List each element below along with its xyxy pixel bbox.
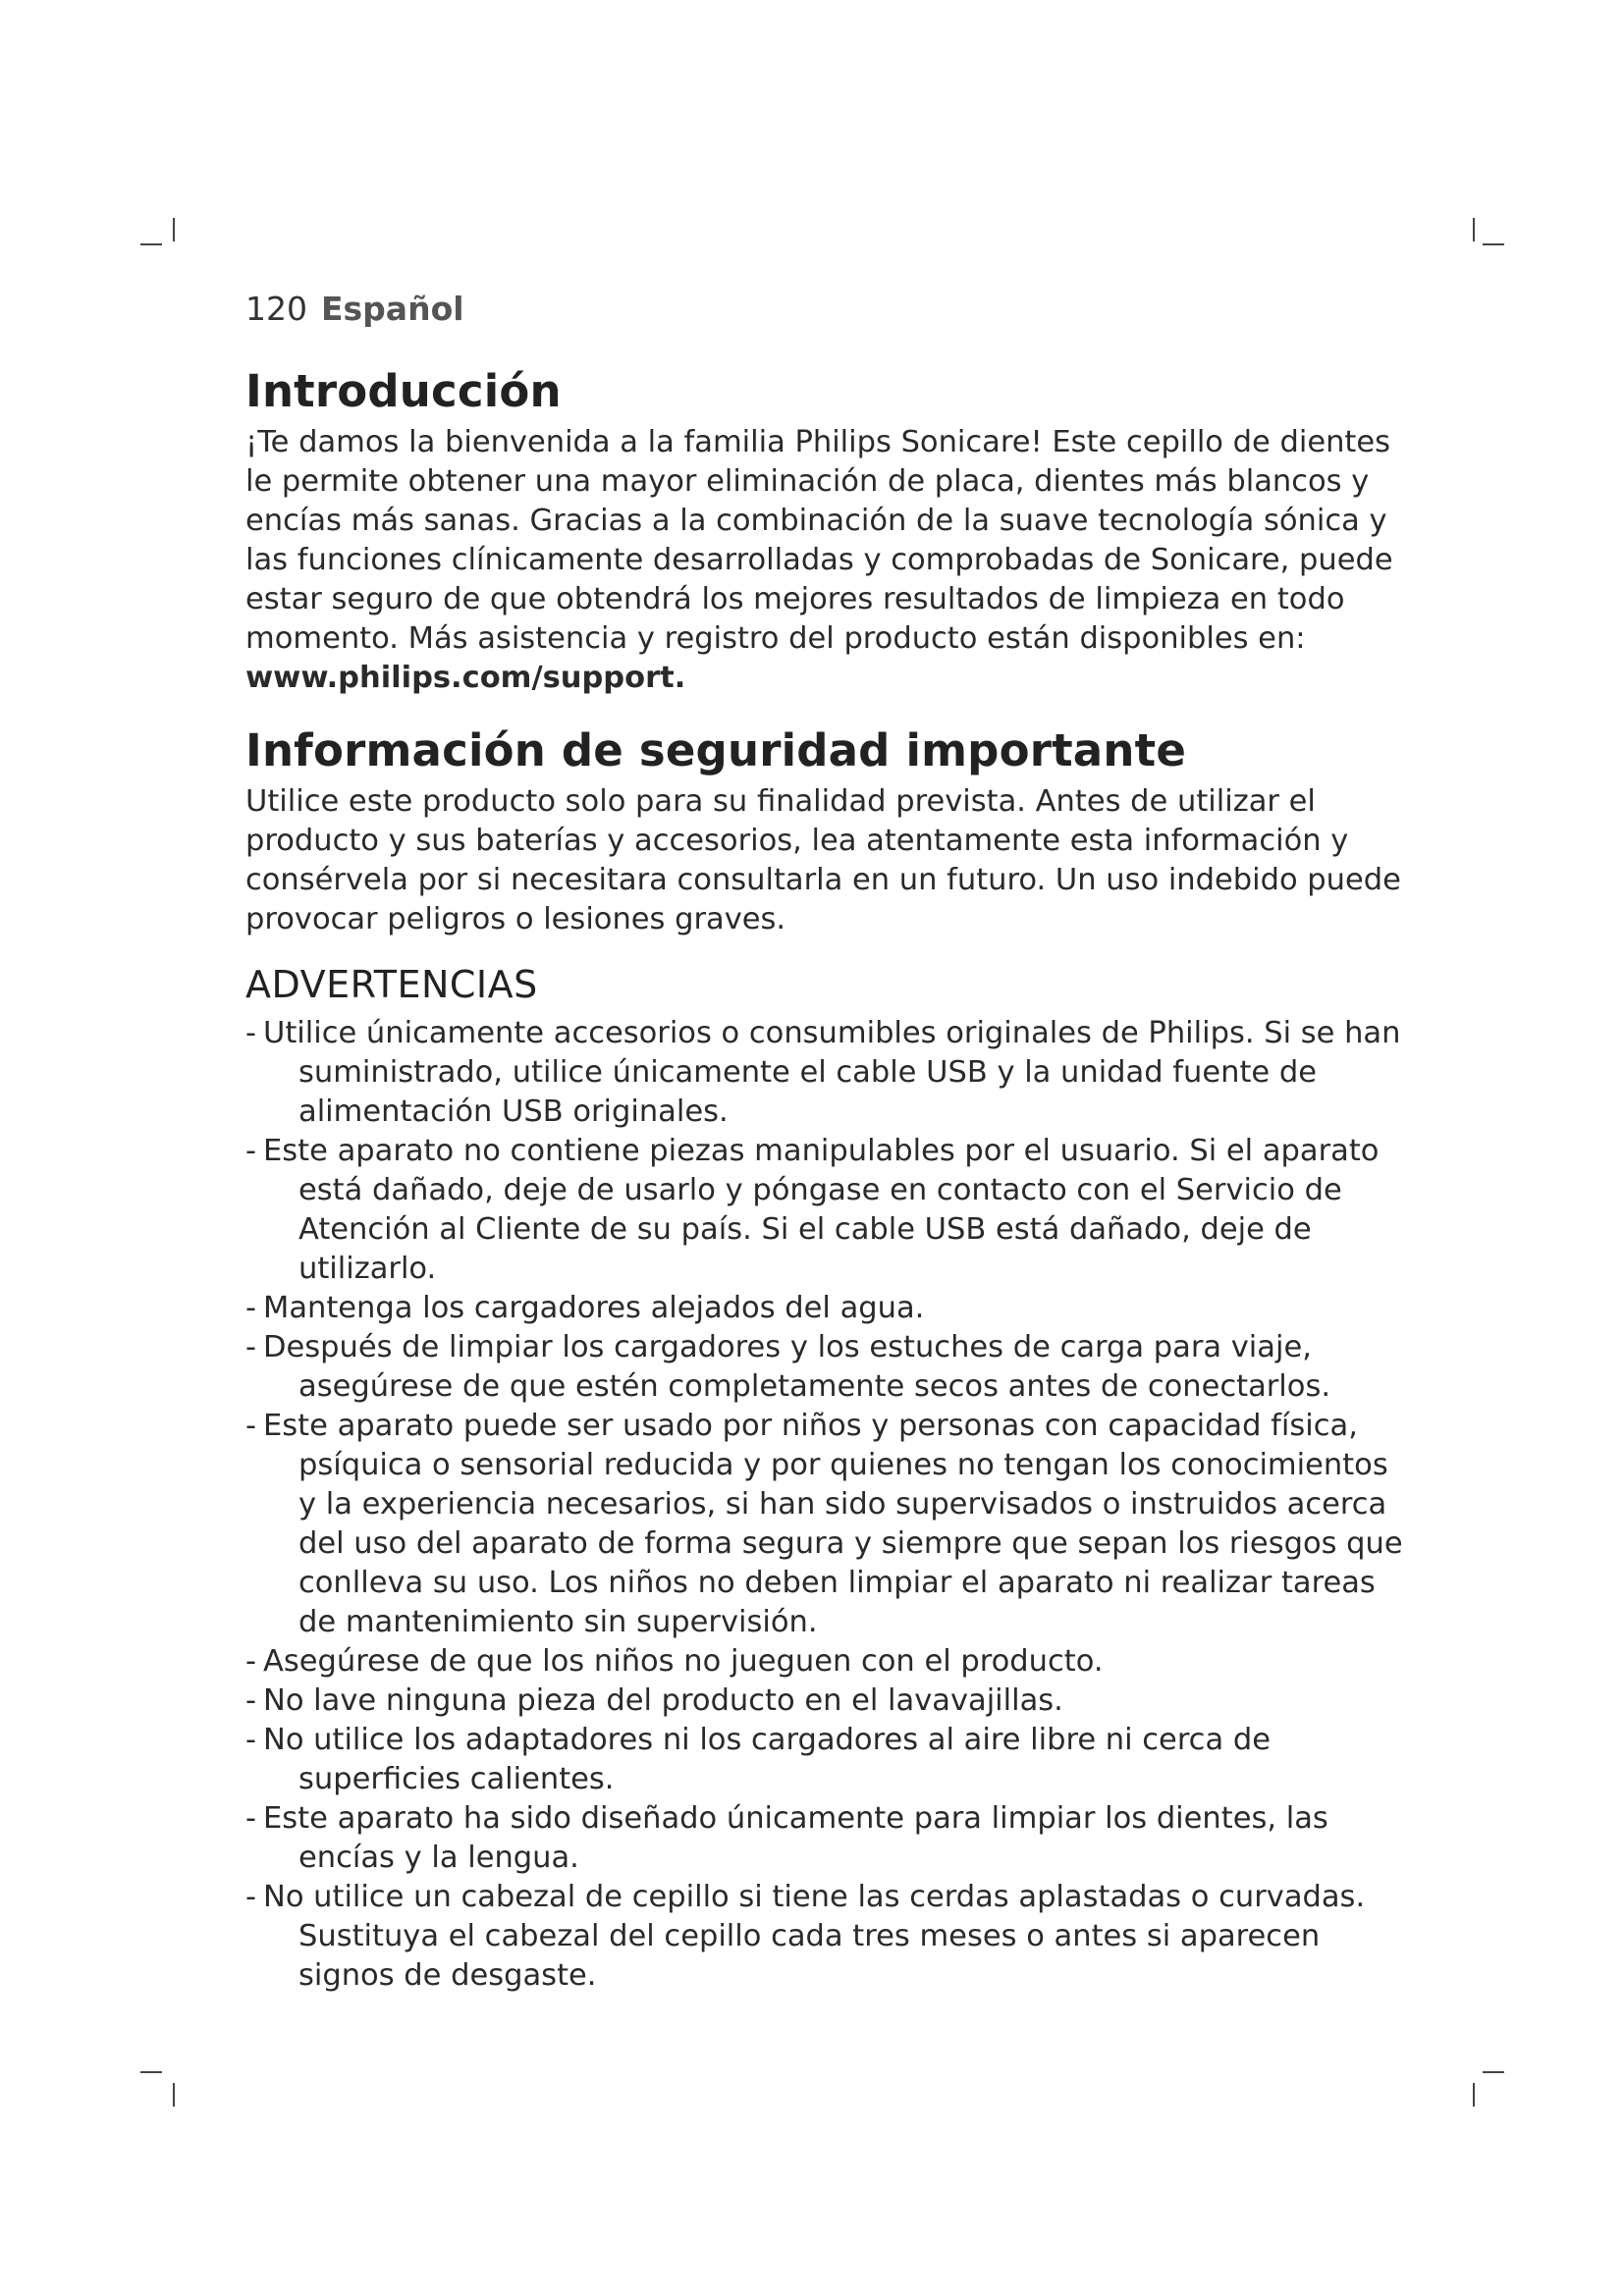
- crop-mark-top-right-h: [1483, 243, 1504, 245]
- crop-mark-bottom-right-h: [1483, 2071, 1504, 2073]
- page-number: 120: [245, 290, 307, 328]
- warning-text: Este aparato puede ser usado por niños y personas con capacidad física, psíquica o sensorial reducida y por quienes no tengan los conocimientos y la experiencia necesarios, si han sido supervisados o instruidos acerca del uso del aparato de forma segura y siempre que sepan los riesgos que conlleva su uso. Los niños no deben limpiar el aparato ni realizar tareas de mantenimiento sin supervisión.: [263, 1409, 1403, 1639]
- crop-mark-top-right-v: [1473, 218, 1475, 241]
- list-dash: -: [245, 1409, 257, 1443]
- warning-item: [245, 1878, 1404, 1996]
- warning-item: [245, 1799, 1404, 1878]
- intro-title: Introducción: [245, 365, 562, 417]
- warning-item: [245, 1407, 1404, 1642]
- crop-mark-top-left-v: [173, 218, 175, 241]
- list-dash: -: [245, 1880, 257, 1914]
- page-header: [245, 290, 1404, 329]
- warning-item: [245, 1328, 1404, 1407]
- list-dash: -: [245, 1644, 257, 1679]
- intro-text: ¡Te damos la bienvenida a la familia Philips Sonicare! Este cepillo de dientes le permite obtener una mayor eliminación de placa, dientes más blancos y encías más sanas. Gracias a la combinación de la suave tecnología sónica y las funciones clínicamente desarrolladas y comprobadas de Sonicare, puede estar seguro de que obtendrá los mejores resultados de limpieza en todo momento. Más asistencia y registro del producto están disponibles en:: [245, 425, 1393, 656]
- warnings-list: [245, 1014, 1404, 1996]
- warning-item: [245, 1132, 1404, 1289]
- page-content: [245, 290, 1404, 1996]
- list-dash: -: [245, 1683, 257, 1718]
- list-dash: -: [245, 1016, 257, 1050]
- warning-text: No utilice los adaptadores ni los cargadores al aire libre ni cerca de superficies calientes.: [263, 1723, 1271, 1796]
- warning-text: Este aparato no contiene piezas manipulables por el usuario. Si el aparato está dañado, deje de usarlo y póngase en contacto con el Servicio de Atención al Cliente de su país. Si el cable USB está dañado, deje de utilizarlo.: [263, 1134, 1380, 1286]
- warnings-title: ADVERTENCIAS: [245, 963, 538, 1006]
- support-link[interactable]: www.philips.com/support.: [245, 661, 686, 695]
- list-dash: -: [245, 1330, 257, 1364]
- crop-mark-bottom-left-v: [173, 2083, 175, 2107]
- warning-text: Asegúrese de que los niños no jueguen con el producto.: [263, 1644, 1104, 1679]
- list-dash: -: [245, 1801, 257, 1836]
- warning-text: No utilice un cabezal de cepillo si tiene las cerdas aplastadas o curvadas. Sustituya el cabezal del cepillo cada tres meses o antes si aparecen signos de desgaste.: [263, 1880, 1366, 1993]
- list-dash: -: [245, 1291, 257, 1325]
- crop-mark-top-left-h: [140, 243, 162, 245]
- list-dash: -: [245, 1723, 257, 1757]
- list-dash: -: [245, 1134, 257, 1168]
- crop-mark-bottom-left-h: [140, 2071, 162, 2073]
- warning-text: Utilice únicamente accesorios o consumibles originales de Philips. Si se han suministrado, utilice únicamente el cable USB y la unidad fuente de alimentación USB originales.: [263, 1016, 1401, 1129]
- warning-text: Mantenga los cargadores alejados del agua.: [263, 1291, 925, 1325]
- warning-item: [245, 1721, 1404, 1799]
- warning-item: [245, 1682, 1404, 1721]
- page-language: Español: [321, 290, 464, 328]
- safety-body: Utilice este producto solo para su finalidad prevista. Antes de utilizar el producto y sus baterías y accesorios, lea atentamente esta información y consérvela por si necesitara consultarla en un futuro. Un uso indebido puede provocar peligros o lesiones graves.: [245, 784, 1401, 936]
- warning-item: [245, 1014, 1404, 1132]
- intro-body: [245, 423, 1404, 698]
- intro-section: [245, 364, 1404, 698]
- safety-title: Información de seguridad importante: [245, 724, 1187, 776]
- warning-text: Después de limpiar los cargadores y los estuches de carga para viaje, asegúrese de que estén completamente secos antes de conectarlos.: [263, 1330, 1331, 1404]
- warning-text: No lave ninguna pieza del producto en el lavavajillas.: [263, 1683, 1063, 1718]
- warning-item: [245, 1642, 1404, 1682]
- crop-mark-bottom-right-v: [1473, 2083, 1475, 2107]
- safety-section: [245, 723, 1404, 939]
- warning-item: [245, 1289, 1404, 1328]
- warnings-section: [245, 961, 1404, 1996]
- warning-text: Este aparato ha sido diseñado únicamente para limpiar los dientes, las encías y la lengua.: [263, 1801, 1328, 1875]
